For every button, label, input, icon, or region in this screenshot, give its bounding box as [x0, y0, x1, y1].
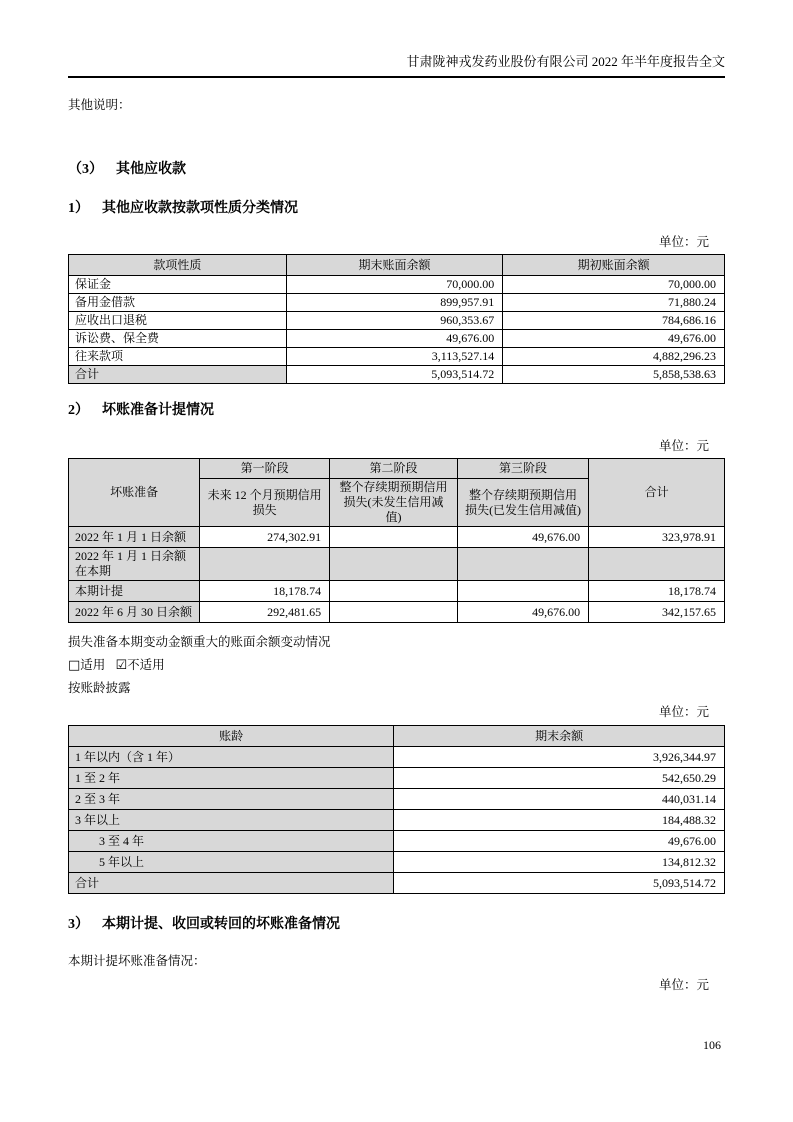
total-value: 5,093,514.72	[394, 873, 725, 894]
row-label: 3 至 4 年	[69, 831, 394, 852]
cell-value	[330, 527, 458, 548]
cell-value	[330, 602, 458, 623]
checkbox-unchecked-icon: □	[68, 658, 81, 673]
table-row	[69, 330, 725, 348]
cell-value: 3,926,344.97	[394, 747, 725, 768]
not-applicable-label: 不适用	[127, 658, 165, 672]
cell-value: 71,880.24	[503, 294, 725, 312]
cell-value: 542,650.29	[394, 768, 725, 789]
subsection-number: 2）	[68, 403, 89, 418]
applicable-option	[68, 658, 105, 672]
cell-value: 70,000.00	[503, 276, 725, 294]
applicability-line	[68, 658, 725, 673]
total-value: 5,858,538.63	[503, 366, 725, 384]
table-row	[69, 548, 725, 581]
subsection-classification-heading	[68, 200, 725, 218]
cell-value: 18,178.74	[589, 581, 725, 602]
subsection-provision-heading	[68, 916, 725, 934]
total-header: 合计	[589, 459, 725, 527]
row-label: 本期计提	[69, 581, 200, 602]
section-other-receivables-heading	[68, 161, 725, 179]
cell-value: 3,113,527.14	[286, 348, 502, 366]
significant-change-note: 损失准备本期变动金额重大的账面余额变动情况	[68, 635, 331, 649]
cell-value: 49,676.00	[457, 602, 588, 623]
table-row	[69, 602, 725, 623]
cell-value: 4,882,296.23	[503, 348, 725, 366]
cell-value	[457, 581, 588, 602]
row-label: 备用金借款	[69, 294, 287, 312]
row-label: 往来款项	[69, 348, 287, 366]
cell-value: 184,488.32	[394, 810, 725, 831]
column-header: 期末账面余额	[286, 255, 502, 276]
table-row	[69, 527, 725, 548]
table-header-row	[69, 459, 725, 479]
corner-header: 坏账准备	[69, 459, 200, 527]
table-header-row	[69, 726, 725, 747]
table-row	[69, 789, 725, 810]
subsection-number: 1）	[68, 201, 89, 216]
table-row	[69, 831, 725, 852]
table-total-row	[69, 873, 725, 894]
page-header	[68, 0, 725, 78]
cell-value: 440,031.14	[394, 789, 725, 810]
cell-value: 70,000.00	[286, 276, 502, 294]
section-title: 其他应收款	[116, 162, 186, 177]
cell-value: 274,302.91	[200, 527, 330, 548]
column-header: 账龄	[69, 726, 394, 747]
page-number: 106	[703, 1038, 721, 1052]
cell-value	[589, 548, 725, 581]
cell-value: 18,178.74	[200, 581, 330, 602]
cell-value: 49,676.00	[457, 527, 588, 548]
unit-label: 单位：元	[658, 235, 709, 249]
provision-note: 本期计提坏账准备情况：	[68, 954, 206, 968]
table-header-row	[69, 255, 725, 276]
column-header: 期初账面余额	[503, 255, 725, 276]
cell-value: 134,812.32	[394, 852, 725, 873]
table-row	[69, 810, 725, 831]
aging-disclosure-label: 按账龄披露	[68, 681, 131, 695]
row-label: 保证金	[69, 276, 287, 294]
table-row	[69, 312, 725, 330]
cell-value: 323,978.91	[589, 527, 725, 548]
row-label: 3 年以上	[69, 810, 394, 831]
stage-header: 第一阶段	[200, 459, 330, 479]
by-nature-table	[68, 254, 725, 384]
column-header: 期末余额	[394, 726, 725, 747]
cell-value: 960,353.67	[286, 312, 502, 330]
substage-header: 整个存续期预期信用损失(已发生信用减值)	[457, 479, 588, 527]
cell-value: 292,481.65	[200, 602, 330, 623]
total-label: 合计	[69, 366, 287, 384]
cell-value: 899,957.91	[286, 294, 502, 312]
row-label: 2022 年 6 月 30 日余额	[69, 602, 200, 623]
cell-value: 784,686.16	[503, 312, 725, 330]
table-total-row	[69, 366, 725, 384]
table-row	[69, 348, 725, 366]
other-note: 其他说明：	[68, 98, 131, 112]
cell-value: 49,676.00	[503, 330, 725, 348]
cell-value: 49,676.00	[286, 330, 502, 348]
subsection-title: 其他应收款按款项性质分类情况	[102, 201, 298, 216]
table-row	[69, 852, 725, 873]
bad-debt-stages-table	[68, 458, 725, 623]
table-row	[69, 768, 725, 789]
unit-label: 单位：元	[658, 705, 709, 719]
row-label: 1 年以内（含 1 年）	[69, 747, 394, 768]
stage-header: 第二阶段	[330, 459, 458, 479]
report-title: 甘肃陇神戎发药业股份有限公司 2022 年半年度报告全文	[406, 54, 725, 69]
table-row	[69, 747, 725, 768]
table-row	[69, 276, 725, 294]
substage-header: 整个存续期预期信用损失(未发生信用减值)	[330, 479, 458, 527]
cell-value	[330, 548, 458, 581]
row-label: 1 至 2 年	[69, 768, 394, 789]
total-label: 合计	[69, 873, 394, 894]
aging-table	[68, 725, 725, 894]
table-row	[69, 581, 725, 602]
row-label: 2022 年 1 月 1 日余额	[69, 527, 200, 548]
section-number: （3）	[68, 162, 103, 177]
checkbox-checked-icon: ☑	[115, 658, 128, 673]
cell-value	[200, 548, 330, 581]
subsection-title: 本期计提、收回或转回的坏账准备情况	[102, 917, 340, 932]
total-value: 5,093,514.72	[286, 366, 502, 384]
row-label: 2022 年 1 月 1 日余额在本期	[69, 548, 200, 581]
stage-header: 第三阶段	[457, 459, 588, 479]
unit-label: 单位：元	[658, 978, 709, 992]
applicable-label: 适用	[80, 658, 106, 672]
column-header: 款项性质	[69, 255, 287, 276]
cell-value: 49,676.00	[394, 831, 725, 852]
cell-value: 342,157.65	[589, 602, 725, 623]
cell-value	[330, 581, 458, 602]
not-applicable-option	[115, 658, 164, 672]
substage-header: 未来 12 个月预期信用损失	[200, 479, 330, 527]
row-label: 2 至 3 年	[69, 789, 394, 810]
row-label: 应收出口退税	[69, 312, 287, 330]
row-label: 5 年以上	[69, 852, 394, 873]
table-row	[69, 294, 725, 312]
unit-label: 单位：元	[658, 439, 709, 453]
subsection-title: 坏账准备计提情况	[102, 403, 214, 418]
cell-value	[457, 548, 588, 581]
subsection-number: 3）	[68, 917, 89, 932]
row-label: 诉讼费、保全费	[69, 330, 287, 348]
subsection-bad-debt-heading	[68, 402, 725, 420]
